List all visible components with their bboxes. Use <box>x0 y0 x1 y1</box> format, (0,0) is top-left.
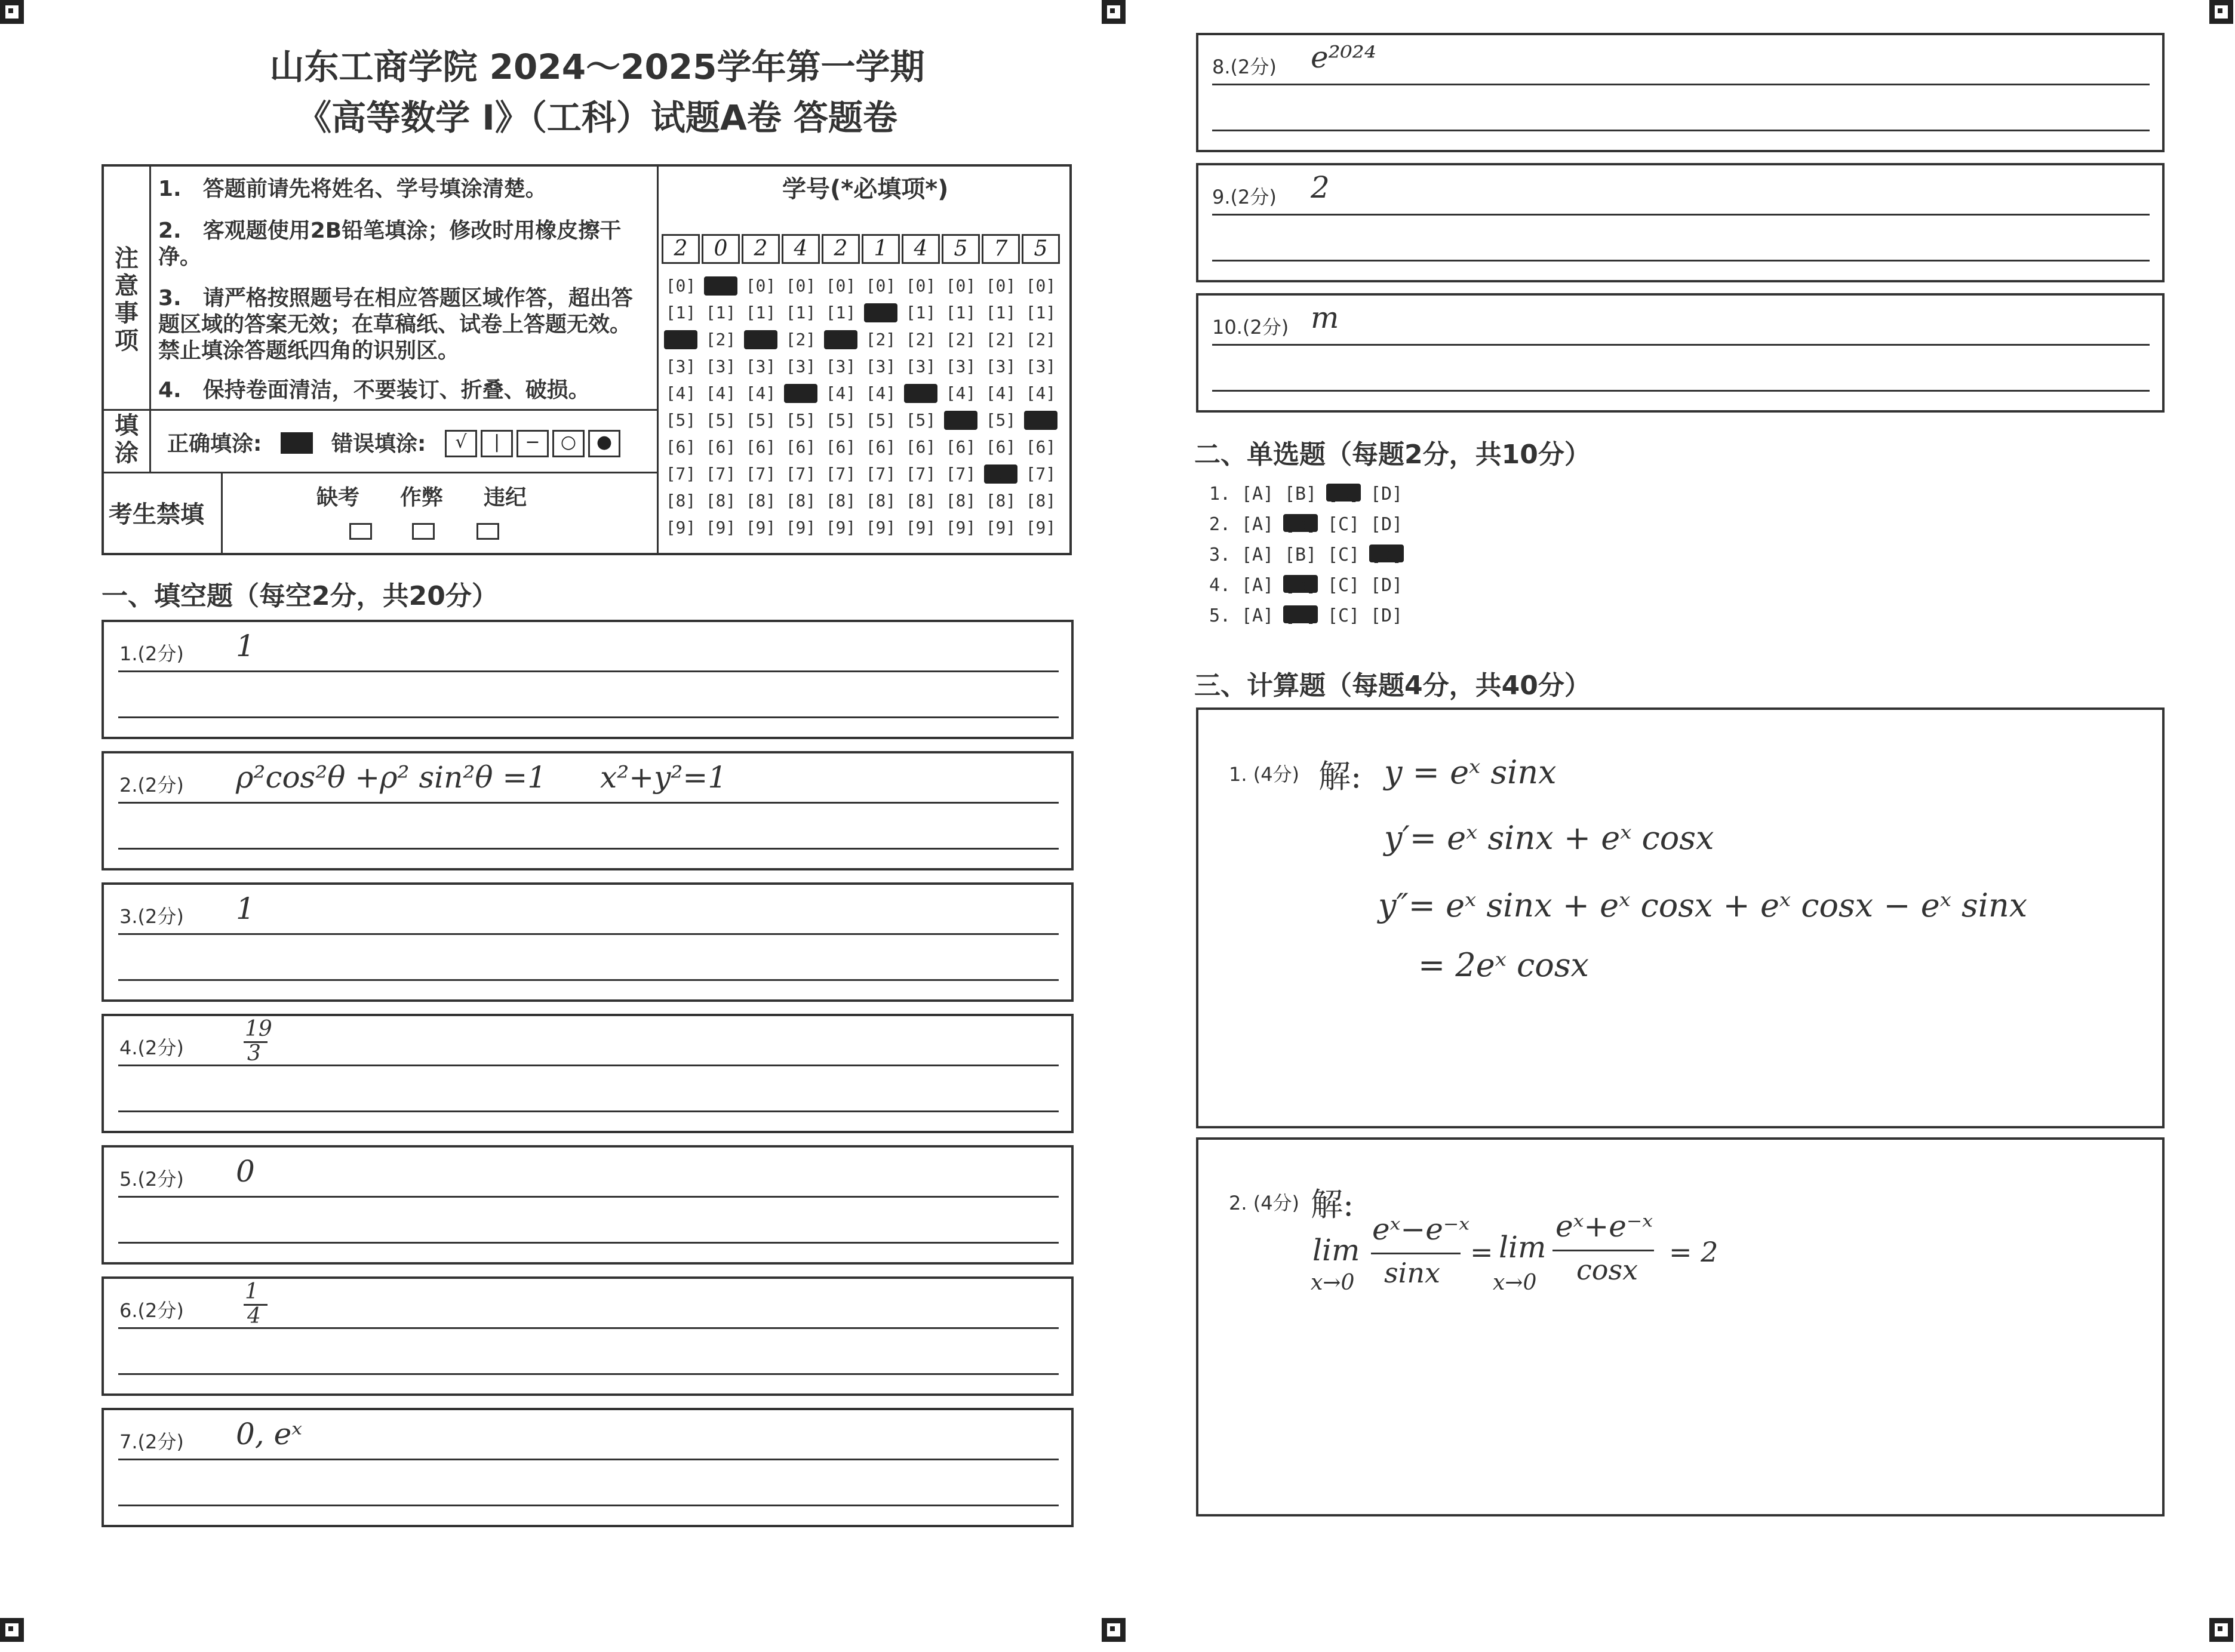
student-id-bubble[interactable]: [5] <box>1024 411 1057 430</box>
registration-mark <box>2209 1618 2233 1642</box>
student-id-bubble[interactable]: [7] <box>665 464 696 484</box>
mc-option-bubble[interactable]: [D] <box>1370 605 1403 626</box>
student-id-bubble[interactable]: [4] <box>985 383 1016 403</box>
student-id-bubble[interactable]: [9] <box>825 518 856 537</box>
wrong-fill-label: 错误填涂: <box>331 432 426 456</box>
question-label: 6.(2分) <box>119 1299 184 1322</box>
student-id-bubble[interactable]: [4] <box>1025 383 1056 403</box>
student-id-bubble[interactable]: [0] <box>1025 276 1056 296</box>
handwritten-answer: = 2eˣ cosx <box>1418 946 1589 984</box>
handwritten-answer: 1 <box>236 629 255 663</box>
student-id-bubble[interactable]: [3] <box>785 356 816 376</box>
note-item: 3. 请严格按照题号在相应答题区域作答，超出答题区域的答案无效；在草稿纸、试卷上答题无效。禁止填涂答题纸四角的识别区。 <box>158 286 633 363</box>
student-id-bubble[interactable]: [3] <box>905 356 936 376</box>
candidate-checkbox[interactable] <box>476 523 499 540</box>
student-id-bubble[interactable]: [6] <box>705 437 736 457</box>
student-id-bubble[interactable]: [2] <box>1025 330 1056 349</box>
result: = 2 <box>1669 1236 1718 1268</box>
mc-option-bubble[interactable]: [A] <box>1241 484 1274 504</box>
student-id-digit: 4 <box>782 234 820 264</box>
candidate-checkbox[interactable] <box>412 523 435 540</box>
student-id-bubble[interactable]: [1] <box>745 303 776 322</box>
question-label: 2.(2分) <box>119 774 184 796</box>
mc-row <box>1209 605 1412 626</box>
question-label: 5.(2分) <box>119 1168 184 1190</box>
student-id-digit: 2 <box>822 234 860 264</box>
mc-option-bubble[interactable]: [C] <box>1327 544 1360 565</box>
answer-line <box>118 1110 1059 1112</box>
fill-side-label: 填涂 <box>115 412 139 467</box>
student-id-bubble[interactable]: [1] <box>864 303 897 322</box>
student-id-bubble[interactable]: [3] <box>825 356 856 376</box>
wrong-mark: − <box>517 430 549 457</box>
student-id-bubble[interactable]: [1] <box>785 303 816 322</box>
mc-option-bubble[interactable]: [C] <box>1327 605 1360 626</box>
student-id-bubble[interactable]: [1] <box>825 303 856 322</box>
limit-symbol: lim <box>1499 1230 1547 1265</box>
student-id-bubble[interactable]: [7] <box>1025 464 1056 484</box>
note-item: 1. 答题前请先将姓名、学号填涂清楚。 <box>158 177 547 201</box>
question-label: 1. (4分) <box>1229 763 1300 786</box>
fraction-denominator: sinx <box>1384 1257 1440 1289</box>
student-id-bubble[interactable]: [4] <box>665 383 696 403</box>
student-id-bubble[interactable]: [0] <box>825 276 856 296</box>
student-id-bubble[interactable]: [3] <box>1025 356 1056 376</box>
correct-fill-sample <box>281 432 313 454</box>
student-id-bubble[interactable]: [3] <box>665 356 696 376</box>
wrong-mark: | <box>481 430 513 457</box>
fraction-denominator: cosx <box>1576 1254 1638 1286</box>
handwritten-answer: x²+y²=1 <box>600 760 727 795</box>
handwritten-answer: 0, eˣ <box>236 1417 302 1451</box>
student-id-bubble[interactable]: [1] <box>705 303 736 322</box>
mc-option-bubble[interactable]: [A] <box>1241 605 1274 626</box>
student-id-bubble[interactable]: [0] <box>905 276 936 296</box>
student-id-bubble[interactable]: [8] <box>705 491 736 510</box>
student-id-bubble[interactable]: [3] <box>945 356 976 376</box>
mc-question-number: 1. <box>1209 484 1231 504</box>
student-id-bubble[interactable]: [1] <box>665 303 696 322</box>
mc-row <box>1209 514 1412 535</box>
mc-option-bubble[interactable]: [C] <box>1327 484 1360 504</box>
student-id-bubble[interactable]: [3] <box>865 356 896 376</box>
section-title: 一、填空题（每空2分，共20分） <box>102 581 498 611</box>
student-id-bubble[interactable]: [9] <box>665 518 696 537</box>
answer-line <box>118 979 1059 981</box>
handwritten-jie: 解: <box>1311 1186 1354 1223</box>
student-id-bubble[interactable]: [1] <box>905 303 936 322</box>
section-title: 二、单选题（每题2分，共10分） <box>1194 439 1591 470</box>
mc-option-bubble[interactable]: [A] <box>1241 575 1274 596</box>
answer-line <box>118 716 1059 718</box>
mc-option-bubble[interactable]: [B] <box>1284 484 1317 504</box>
fraction-numerator: eˣ+e⁻ˣ <box>1555 1209 1653 1244</box>
handwritten-answer: 2 <box>1311 170 1330 205</box>
student-id-bubble[interactable]: [0] <box>745 276 776 296</box>
answer-line <box>1212 344 2150 346</box>
answer-line <box>118 670 1059 672</box>
student-id-bubble[interactable]: [3] <box>985 356 1016 376</box>
page-subtitle: 《高等数学 I》（工科）试题A卷 答题卷 <box>297 97 897 138</box>
handwritten-answer: e²⁰²⁴ <box>1311 40 1376 75</box>
student-id-bubble[interactable]: [1] <box>945 303 976 322</box>
student-id-bubble[interactable]: [8] <box>865 491 896 510</box>
fraction-denominator: 4 <box>247 1304 261 1328</box>
student-id-bubble[interactable]: [6] <box>1025 437 1056 457</box>
fraction-denominator: 3 <box>247 1041 261 1066</box>
student-id-bubble[interactable]: [0] <box>665 276 696 296</box>
student-id-bubble[interactable]: [9] <box>985 518 1016 537</box>
student-id-bubble[interactable]: [8] <box>665 491 696 510</box>
student-id-digit: 2 <box>662 234 700 264</box>
student-id-bubble[interactable]: [0] <box>945 276 976 296</box>
student-id-digit: 4 <box>902 234 940 264</box>
handwritten-jie: 解: <box>1318 758 1362 795</box>
student-id-bubble[interactable]: [4] <box>784 384 817 403</box>
limit-subscript: x→0 <box>1311 1270 1355 1295</box>
question-label: 10.(2分) <box>1212 316 1289 339</box>
student-id-bubble[interactable]: [3] <box>745 356 776 376</box>
candidate-label: 考生禁填 <box>109 501 204 528</box>
student-id-bubble[interactable]: [6] <box>865 437 896 457</box>
student-id-bubble[interactable]: [4] <box>825 383 856 403</box>
limit-symbol: lim <box>1312 1233 1360 1268</box>
student-id-bubble[interactable]: [9] <box>785 518 816 537</box>
registration-mark <box>1102 0 1126 24</box>
mc-option-bubble[interactable]: [A] <box>1241 544 1274 565</box>
student-id-bubble[interactable]: [0] <box>865 276 896 296</box>
student-id-bubble[interactable]: [5] <box>825 410 856 430</box>
student-id-bubble[interactable]: [7] <box>745 464 776 484</box>
student-id-bubble[interactable]: [7] <box>825 464 856 484</box>
student-id-bubble[interactable]: [6] <box>785 437 816 457</box>
student-id-bubble[interactable]: [5] <box>944 411 977 430</box>
student-id-bubble[interactable]: [5] <box>705 410 736 430</box>
student-id-bubble[interactable]: [1] <box>985 303 1016 322</box>
student-id-digit: 5 <box>1022 234 1060 264</box>
mc-option-bubble[interactable]: [D] <box>1370 575 1403 596</box>
limit-subscript: x→0 <box>1493 1270 1537 1295</box>
student-id-bubble[interactable]: [8] <box>825 491 856 510</box>
note-item: 4. 保持卷面清洁，不要装订、折叠、破损。 <box>158 378 590 402</box>
answer-line <box>118 1505 1059 1506</box>
student-id-bubble[interactable]: [8] <box>1025 491 1056 510</box>
mc-option-bubble[interactable]: [A] <box>1241 514 1274 535</box>
question-label: 1.(2分) <box>119 642 184 665</box>
student-id-bubble[interactable]: [7] <box>705 464 736 484</box>
handwritten-answer: y″= eˣ sinx + eˣ cosx + eˣ cosx − eˣ sinx <box>1378 887 2028 924</box>
student-id-bubble[interactable]: [2] <box>945 330 976 349</box>
student-id-bubble[interactable]: [6] <box>985 437 1016 457</box>
note-item: 2. 客观题使用2B铅笔填涂；修改时用橡皮擦干净。 <box>158 219 622 269</box>
student-id-bubble[interactable]: [2] <box>785 330 816 349</box>
student-id-bubble[interactable]: [2] <box>865 330 896 349</box>
student-id-bubble[interactable]: [5] <box>665 410 696 430</box>
mc-option-bubble[interactable]: [B] <box>1284 605 1317 626</box>
handwritten-answer: y′= eˣ sinx + eˣ cosx <box>1384 819 1714 857</box>
mc-option-bubble[interactable]: [C] <box>1327 575 1360 596</box>
registration-mark <box>0 1618 24 1642</box>
candidate-option-label: 违纪 <box>484 485 527 510</box>
student-id-bubble[interactable]: [5] <box>985 410 1016 430</box>
student-id-bubble[interactable]: [2] <box>824 330 857 349</box>
answer-line <box>1212 390 2150 392</box>
student-id-bubble[interactable]: [5] <box>785 410 816 430</box>
student-id-digit: 2 <box>742 234 780 264</box>
wrong-mark: √ <box>445 430 477 457</box>
page-title: 山东工商学院 2024～2025学年第一学期 <box>269 47 925 87</box>
student-id-digit: 0 <box>702 234 740 264</box>
student-id-bubble[interactable]: [8] <box>985 491 1016 510</box>
student-id-bubble[interactable]: [5] <box>745 410 776 430</box>
question-label: 3.(2分) <box>119 905 184 928</box>
handwritten-answer: 1 <box>236 891 255 926</box>
question-label: 7.(2分) <box>119 1430 184 1453</box>
mc-row <box>1209 484 1412 504</box>
mc-question-number: 5. <box>1209 605 1231 626</box>
student-id-bubble[interactable]: [2] <box>705 330 736 349</box>
student-id-bubble[interactable]: [6] <box>825 437 856 457</box>
fraction-numerator: eˣ−e⁻ˣ <box>1372 1212 1469 1247</box>
registration-mark <box>1102 1618 1126 1642</box>
registration-mark <box>0 0 24 24</box>
answer-line <box>1212 260 2150 262</box>
mc-option-bubble[interactable]: [D] <box>1370 484 1403 504</box>
student-id-bubble[interactable]: [6] <box>945 437 976 457</box>
mc-row <box>1209 544 1412 565</box>
student-id-bubble[interactable]: [9] <box>905 518 936 537</box>
notes-side-label: 注意事项 <box>115 245 139 355</box>
mc-option-bubble[interactable]: [B] <box>1284 514 1317 535</box>
student-id-digit: 7 <box>982 234 1020 264</box>
student-id-bubble[interactable]: [4] <box>945 383 976 403</box>
student-id-bubble[interactable]: [5] <box>905 410 936 430</box>
student-id-bubble[interactable]: [9] <box>865 518 896 537</box>
mc-question-number: 2. <box>1209 514 1231 535</box>
candidate-option-label: 缺考 <box>316 485 360 510</box>
mc-option-bubble[interactable]: [D] <box>1370 514 1403 535</box>
fill-blank-box <box>1196 293 2165 413</box>
student-id-bubble[interactable]: [8] <box>945 491 976 510</box>
answer-line <box>118 1242 1059 1244</box>
student-id-bubble[interactable]: [9] <box>705 518 736 537</box>
question-label: 2. (4分) <box>1229 1192 1300 1214</box>
student-id-digit: 5 <box>942 234 980 264</box>
student-id-bubble[interactable]: [3] <box>705 356 736 376</box>
student-id-bubble[interactable]: [4] <box>865 383 896 403</box>
student-id-bubble[interactable]: [5] <box>865 410 896 430</box>
answer-line <box>118 933 1059 935</box>
student-id-bubble[interactable]: [2] <box>744 330 777 349</box>
student-id-bubble[interactable]: [0] <box>704 276 737 296</box>
answer-line <box>1212 84 2150 85</box>
mc-question-number: 3. <box>1209 544 1231 565</box>
answer-line <box>118 848 1059 850</box>
mc-row <box>1209 575 1412 596</box>
student-id-bubble[interactable]: [9] <box>745 518 776 537</box>
fraction-numerator: 19 <box>245 1017 272 1041</box>
student-id-bubble[interactable]: [4] <box>705 383 736 403</box>
answer-line <box>118 802 1059 804</box>
student-id-bubble[interactable]: [4] <box>745 383 776 403</box>
mc-option-bubble[interactable]: [B] <box>1284 575 1317 596</box>
answer-line <box>118 1196 1059 1198</box>
student-id-bubble[interactable]: [7] <box>945 464 976 484</box>
student-id-bubble[interactable]: [0] <box>985 276 1016 296</box>
answer-line <box>1212 214 2150 216</box>
student-id-bubble[interactable]: [9] <box>945 518 976 537</box>
student-id-bubble[interactable]: [7] <box>905 464 936 484</box>
wrong-mark: ● <box>588 430 620 457</box>
student-id-bubble[interactable]: [2] <box>905 330 936 349</box>
handwritten-answer: y = eˣ sinx <box>1384 753 1557 791</box>
student-id-bubble[interactable]: [7] <box>865 464 896 484</box>
student-id-bubble[interactable]: [8] <box>785 491 816 510</box>
candidate-option-label: 作弊 <box>400 485 444 510</box>
fraction-numerator: 1 <box>245 1279 259 1304</box>
student-id-bubble[interactable]: [7] <box>785 464 816 484</box>
equals-sign: = <box>1470 1236 1493 1268</box>
student-id-bubble[interactable]: [1] <box>1025 303 1056 322</box>
answer-line <box>1212 130 2150 131</box>
question-label: 9.(2分) <box>1212 186 1277 208</box>
student-id-bubble[interactable]: [4] <box>904 384 937 403</box>
mc-option-bubble[interactable]: [D] <box>1370 544 1403 565</box>
student-id-bubble[interactable]: [0] <box>785 276 816 296</box>
student-id-bubble[interactable]: [2] <box>985 330 1016 349</box>
handwritten-answer: m <box>1311 300 1339 335</box>
fill-blank-box <box>1196 163 2165 282</box>
handwritten-answer: 0 <box>236 1154 255 1189</box>
handwritten-answer: ρ²cos²θ +ρ² sin²θ =1 <box>236 760 547 795</box>
question-label: 4.(2分) <box>119 1036 184 1059</box>
candidate-checkbox[interactable] <box>349 523 372 540</box>
student-id-bubble[interactable]: [6] <box>905 437 936 457</box>
student-id-bubble[interactable]: [6] <box>745 437 776 457</box>
correct-fill-label: 正确填涂: <box>167 432 262 456</box>
student-id-digit: 1 <box>862 234 900 264</box>
question-label: 8.(2分) <box>1212 56 1277 78</box>
answer-line <box>118 1459 1059 1460</box>
answer-line <box>118 1373 1059 1375</box>
wrong-mark: ○ <box>552 430 585 457</box>
student-id-bubble[interactable]: [2] <box>664 330 697 349</box>
mc-option-bubble[interactable]: [C] <box>1327 514 1360 535</box>
mc-option-bubble[interactable]: [B] <box>1284 544 1317 565</box>
registration-mark <box>2209 0 2233 24</box>
student-id-bubble[interactable]: [9] <box>1025 518 1056 537</box>
student-id-label: 学号(*必填项*) <box>782 176 949 203</box>
mc-question-number: 4. <box>1209 575 1231 596</box>
section-title: 三、计算题（每题4分，共40分） <box>1194 670 1591 701</box>
student-id-bubble[interactable]: [7] <box>984 464 1017 484</box>
student-id-bubble[interactable]: [8] <box>745 491 776 510</box>
student-id-bubble[interactable]: [8] <box>905 491 936 510</box>
student-id-bubble[interactable]: [6] <box>665 437 696 457</box>
